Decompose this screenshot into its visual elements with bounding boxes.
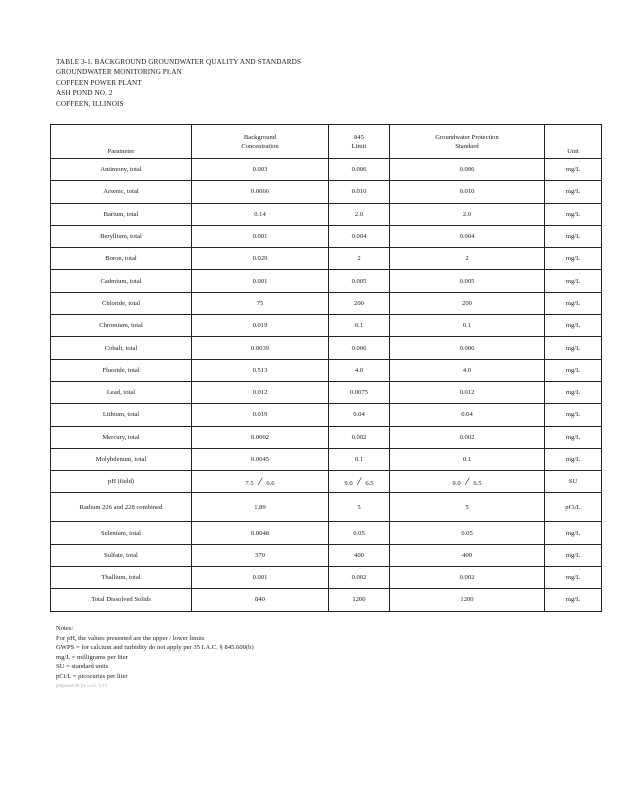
cell-background: 0.0066: [192, 181, 329, 203]
table-row: [51, 404, 602, 426]
cell-unit: mg/L: [545, 567, 602, 589]
cell-parameter: Lithium, total: [51, 404, 192, 426]
cell-845-limit: 0.05: [329, 522, 390, 544]
cell-background: 75: [192, 292, 329, 314]
table-row: [51, 522, 602, 544]
cell-unit: mg/L: [545, 315, 602, 337]
cell-background: 0.0048: [192, 522, 329, 544]
cell-gwps: 5: [390, 493, 545, 522]
cell-gwps: 1200: [390, 589, 545, 611]
table-row: [51, 493, 602, 522]
cell-gwps: 0.006: [390, 159, 545, 181]
cell-unit: mg/L: [545, 589, 602, 611]
cell-845-limit-range: [329, 471, 390, 493]
cell-gwps: 2.0: [390, 203, 545, 225]
header-parameter: Parameter: [51, 125, 192, 159]
cell-gwps: 0.010: [390, 181, 545, 203]
cell-background: 0.0039: [192, 337, 329, 359]
cell-background: 0.003: [192, 159, 329, 181]
cell-background: 370: [192, 544, 329, 566]
cell-unit: mg/L: [545, 381, 602, 403]
cell-parameter: Molybdenum, total: [51, 448, 192, 470]
cell-gwps: 400: [390, 544, 545, 566]
cell-background: 0.019: [192, 404, 329, 426]
table-header-row: [51, 125, 602, 159]
cell-845-limit: 0.002: [329, 426, 390, 448]
table-row: [51, 381, 602, 403]
notes-title: Notes:: [56, 625, 74, 632]
cell-parameter: Radium 226 and 228 combined: [51, 493, 192, 522]
cell-gwps: 0.004: [390, 225, 545, 247]
cell-parameter: Fluoride, total: [51, 359, 192, 381]
groundwater-standards-table: [50, 124, 602, 612]
cell-unit: mg/L: [545, 270, 602, 292]
cell-parameter: pH (field): [51, 471, 192, 493]
cell-gwps-range: [390, 471, 545, 493]
cell-unit: mg/L: [545, 203, 602, 225]
table-row: [51, 337, 602, 359]
cell-gwps: 0.1: [390, 448, 545, 470]
cell-unit: mg/L: [545, 426, 602, 448]
cell-background: 840: [192, 589, 329, 611]
cell-parameter: Lead, total: [51, 381, 192, 403]
cell-parameter: Chromium, total: [51, 315, 192, 337]
cell-gwps: 0.1: [390, 315, 545, 337]
cell-unit: mg/L: [545, 292, 602, 314]
document-header: [56, 57, 301, 109]
table-row: [51, 292, 602, 314]
cell-gwps: 0.006: [390, 337, 545, 359]
table-row: [51, 544, 602, 566]
cell-parameter: Beryllium, total: [51, 225, 192, 247]
cell-unit: pCi/L: [545, 493, 602, 522]
prepared-by-initials: prepared nk jts s.s.b. 9.12: [56, 683, 108, 689]
cell-background: 0.029: [192, 248, 329, 270]
table-row-ph: [51, 471, 602, 493]
cell-gwps: 200: [390, 292, 545, 314]
location: COFFEEN, ILLINOIS: [56, 99, 124, 108]
header-background-concentration: Background Concentration: [192, 125, 329, 159]
cell-background: 1.89: [192, 493, 329, 522]
note-picocuries: pCi/L = picocuries per liter: [56, 672, 128, 680]
cell-gwps: 4.0: [390, 359, 545, 381]
cell-parameter: Arsenic, total: [51, 181, 192, 203]
cell-unit: mg/L: [545, 337, 602, 359]
cell-845-limit: 0.004: [329, 225, 390, 247]
cell-845-limit: 0.005: [329, 270, 390, 292]
table-row: [51, 426, 602, 448]
table-notes: [56, 624, 254, 691]
cell-parameter: Selenium, total: [51, 522, 192, 544]
cell-845-limit: 0.006: [329, 337, 390, 359]
cell-unit: mg/L: [545, 404, 602, 426]
cell-gwps: 2: [390, 248, 545, 270]
cell-845-limit: 0.04: [329, 404, 390, 426]
note-standard-units: SU = standard units: [56, 663, 109, 671]
cell-unit: mg/L: [545, 544, 602, 566]
note-gwps: GWPS = for calcium and turbidity do not apply per 35 I.A.C. § 845.600(b): [56, 644, 254, 652]
ph-lower-background: 6.6: [266, 480, 275, 488]
cell-unit: mg/L: [545, 248, 602, 270]
cell-845-limit: 0.002: [329, 567, 390, 589]
cell-unit: mg/L: [545, 225, 602, 247]
ph-lower-limit: 6.5: [365, 480, 374, 488]
cell-parameter: Boron, total: [51, 248, 192, 270]
table-row: [51, 225, 602, 247]
cell-parameter: Total Dissolved Solids: [51, 589, 192, 611]
ph-upper-gwps: 9.0: [452, 480, 461, 488]
table-row: [51, 159, 602, 181]
cell-background: 0.001: [192, 567, 329, 589]
cell-gwps: 0.05: [390, 522, 545, 544]
table-row: [51, 589, 602, 611]
ph-upper-background: 7.5: [245, 480, 254, 488]
cell-parameter: Thallium, total: [51, 567, 192, 589]
cell-845-limit: 2: [329, 248, 390, 270]
cell-unit: mg/L: [545, 359, 602, 381]
header-unit: Unit: [545, 125, 602, 159]
cell-845-limit: 0.010: [329, 181, 390, 203]
cell-parameter: Sulfate, total: [51, 544, 192, 566]
cell-background-range: [192, 471, 329, 493]
cell-gwps: 0.04: [390, 404, 545, 426]
pond-name: ASH POND NO. 2: [56, 89, 113, 98]
cell-unit: SU: [545, 471, 602, 493]
cell-background: 0.012: [192, 381, 329, 403]
plant-name: COFFEEN POWER PLANT: [56, 78, 142, 87]
cell-background: 0.001: [192, 270, 329, 292]
table-row: [51, 567, 602, 589]
note-mg-per-liter: mg/L = milligrams per liter: [56, 653, 128, 661]
range-separator: /: [357, 474, 361, 489]
cell-background: 0.019: [192, 315, 329, 337]
table-row: [51, 248, 602, 270]
cell-845-limit: 200: [329, 292, 390, 314]
cell-845-limit: 5: [329, 493, 390, 522]
ph-lower-gwps: 6.5: [473, 480, 482, 488]
cell-845-limit: 4.0: [329, 359, 390, 381]
cell-845-limit: 0.1: [329, 448, 390, 470]
table-row: [51, 203, 602, 225]
cell-845-limit: 1200: [329, 589, 390, 611]
cell-parameter: Antimony, total: [51, 159, 192, 181]
cell-gwps: 0.005: [390, 270, 545, 292]
cell-unit: mg/L: [545, 522, 602, 544]
cell-gwps: 0.002: [390, 426, 545, 448]
cell-parameter: Cobalt, total: [51, 337, 192, 359]
cell-background: 0.0002: [192, 426, 329, 448]
cell-background: 0.14: [192, 203, 329, 225]
cell-845-limit: 400: [329, 544, 390, 566]
range-separator: /: [258, 474, 262, 489]
cell-gwps: 0.012: [390, 381, 545, 403]
plan-name: GROUNDWATER MONITORING PLAN: [56, 68, 182, 77]
cell-parameter: Cadmium, total: [51, 270, 192, 292]
cell-unit: mg/L: [545, 159, 602, 181]
table-row: [51, 359, 602, 381]
table-title: TABLE 3-1. BACKGROUND GROUNDWATER QUALITY AND STANDARDS: [56, 58, 302, 66]
cell-unit: mg/L: [545, 448, 602, 470]
cell-845-limit: 0.1: [329, 315, 390, 337]
cell-unit: mg/L: [545, 181, 602, 203]
cell-background: 0.0045: [192, 448, 329, 470]
cell-gwps: 0.002: [390, 567, 545, 589]
table-row: [51, 270, 602, 292]
header-groundwater-protection-standard: Groundwater Protection Standard: [390, 125, 545, 159]
cell-parameter: Mercury, total: [51, 426, 192, 448]
cell-845-limit: 2.0: [329, 203, 390, 225]
cell-background: 0.001: [192, 225, 329, 247]
cell-845-limit: 0.006: [329, 159, 390, 181]
cell-background: 0.513: [192, 359, 329, 381]
table-row: [51, 448, 602, 470]
header-845-limit: 845 Limit: [329, 125, 390, 159]
note-ph-limits: For pH, the values presented are the upper / lower limits: [56, 634, 205, 642]
table-row: [51, 315, 602, 337]
ph-upper-limit: 9.0: [344, 480, 353, 488]
cell-845-limit: 0.0075: [329, 381, 390, 403]
cell-parameter: Chloride, total: [51, 292, 192, 314]
cell-parameter: Barium, total: [51, 203, 192, 225]
table-row: [51, 181, 602, 203]
range-separator: /: [465, 474, 469, 489]
